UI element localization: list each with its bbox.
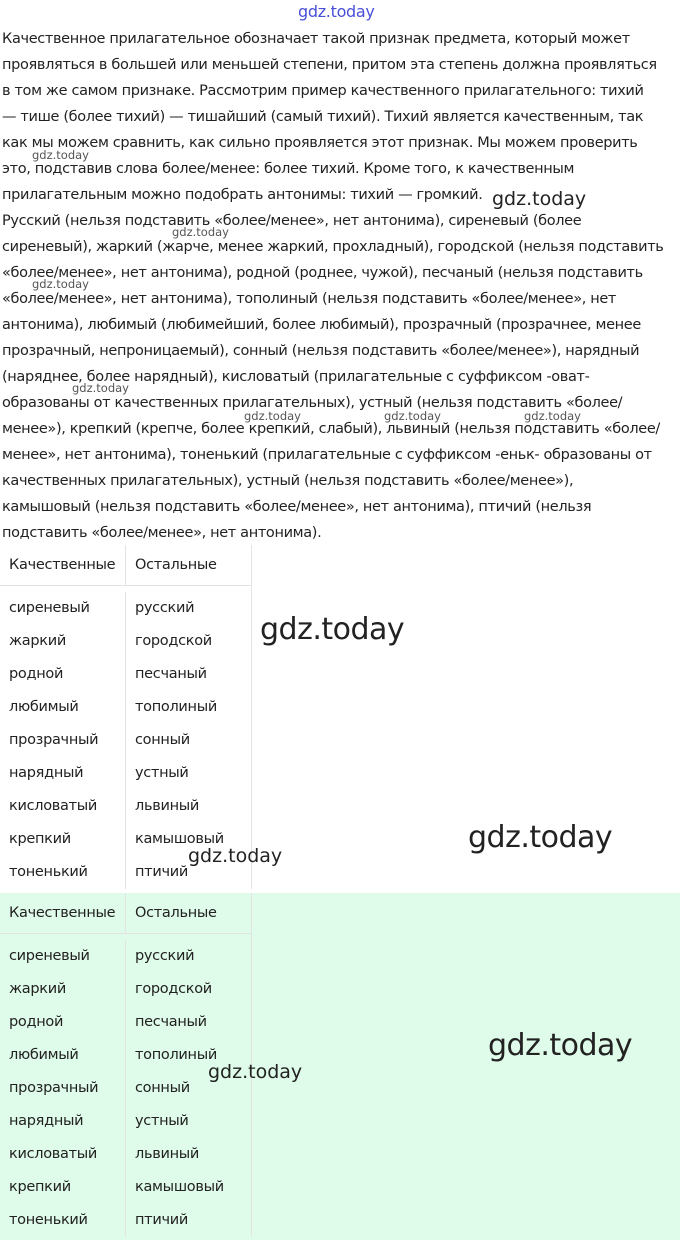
table-cell: родной [9, 666, 64, 682]
watermark: gdz.today [188, 845, 283, 867]
table-cell: любимый [9, 699, 79, 715]
table-cell: сонный [135, 732, 190, 748]
watermark: gdz.today [524, 409, 581, 423]
table-cell: городской [135, 633, 212, 649]
table-cell: прозрачный [9, 1080, 99, 1096]
text-line: прозрачный, непроницаемый), сонный (нельзя подставить «более/менее»), нарядный [2, 343, 640, 359]
text-line: «более/менее», нет антонима), тополиный (нельзя подставить «более/менее», нет [2, 291, 617, 307]
table-cell: кисловатый [9, 798, 98, 814]
text-line: Русский (нельзя подставить «более/менее», нет антонима), сиреневый (более [2, 213, 582, 229]
table-cell: нарядный [9, 765, 84, 781]
table-cell: тополиный [135, 1047, 218, 1063]
table-cell: тополиный [135, 699, 218, 715]
table-cell: устный [135, 765, 189, 781]
watermark: gdz.today [488, 1028, 633, 1063]
table-cell: родной [9, 1014, 64, 1030]
text-line: камышовый (нельзя подставить «более/менее», нет антонима), птичий (нельзя [2, 499, 592, 515]
text-line: подставить «более/менее», нет антонима). [2, 525, 322, 541]
table-cell: камышовый [135, 831, 224, 847]
qualitative-column [0, 940, 126, 1237]
table-cell: камышовый [135, 1179, 224, 1195]
table-cell: песчаный [135, 666, 207, 682]
table-cell: крепкий [9, 1179, 71, 1195]
text-line: как мы можем сравнить, как сильно проявляется этот признак. Мы можем проверить [2, 135, 638, 151]
text-line: (наряднее, более нарядный), кисловатый (прилагательные с суффиксом -оват- [2, 369, 590, 385]
classification-table [0, 545, 252, 889]
table-cell: тоненький [9, 1212, 88, 1228]
table-cell: любимый [9, 1047, 79, 1063]
table-cell: русский [135, 600, 195, 616]
table-cell: сиреневый [9, 600, 90, 616]
table-cell: птичий [135, 1212, 188, 1228]
table-cell: кисловатый [9, 1146, 98, 1162]
watermark: gdz.today [172, 225, 229, 239]
watermark: gdz.today [384, 409, 441, 423]
table-cell: сиреневый [9, 948, 90, 964]
header-others: Остальные [135, 905, 217, 921]
table-cell: сонный [135, 1080, 190, 1096]
text-line: проявляться в большей или меньшей степени, притом эта степень должна проявляться [2, 57, 657, 73]
table-cell: песчаный [135, 1014, 207, 1030]
text-line: прилагательным можно подобрать антонимы: тихий — громкий. [2, 187, 483, 203]
text-line: — тише (более тихий) — тишайший (самый тихий). Тихий является качественным, так [2, 109, 644, 125]
qualitative-column [0, 592, 126, 889]
text-line: «более/менее», нет антонима), родной (роднее, чужой), песчаный (нельзя подставить [2, 265, 643, 281]
watermark: gdz.today [208, 1061, 303, 1083]
table-cell: жаркий [9, 981, 66, 997]
table-cell: львиный [135, 798, 200, 814]
text-line: в том же самом признаке. Рассмотрим пример качественного прилагательного: тихий [2, 83, 644, 99]
table-cell: птичий [135, 864, 188, 880]
table-header [0, 545, 251, 586]
header-others: Остальные [135, 557, 217, 573]
table-header [0, 893, 251, 934]
text-line: менее»), крепкий (крепче, более крепкий, слабый), львиный (нельзя подставить «более/ [2, 421, 660, 437]
table-cell: жаркий [9, 633, 66, 649]
table-cell: русский [135, 948, 195, 964]
text-line: это, подставив слова более/менее: более тихий. Кроме того, к качественным [2, 161, 575, 177]
table-cell: устный [135, 1113, 189, 1129]
watermark: gdz.today [492, 188, 587, 210]
watermark: gdz.today [32, 277, 89, 291]
table-section-highlighted [0, 893, 680, 1240]
text-line: качественных прилагательных), устный (нельзя подставить «более/менее»), [2, 473, 574, 489]
table-cell: прозрачный [9, 732, 99, 748]
watermark: gdz.today [72, 381, 129, 395]
watermark: gdz.today [32, 148, 89, 162]
header-qualitative: Качественные [0, 545, 126, 585]
table-cell: нарядный [9, 1113, 84, 1129]
table-cell: тоненький [9, 864, 88, 880]
text-line: образованы от качественных прилагательных), устный (нельзя подставить «более/ [2, 395, 623, 411]
text-line: менее», нет антонима), тоненький (прилагательные с суффиксом -еньк- образованы от [2, 447, 652, 463]
table-cell: львиный [135, 1146, 200, 1162]
text-line: Качественное прилагательное обозначает такой признак предмета, который может [2, 31, 630, 47]
site-logo[interactable]: gdz.today [298, 2, 375, 21]
table-cell: крепкий [9, 831, 71, 847]
table-cell: городской [135, 981, 212, 997]
watermark: gdz.today [260, 612, 405, 647]
header-qualitative: Качественные [0, 893, 126, 933]
watermark: gdz.today [244, 409, 301, 423]
others-column [126, 940, 224, 1237]
text-line: антонима), любимый (любимейший, более любимый), прозрачный (прозрачнее, менее [2, 317, 641, 333]
watermark: gdz.today [468, 820, 613, 855]
text-line: сиреневый), жаркий (жарче, менее жаркий, прохладный), городской (нельзя подставить [2, 239, 664, 255]
